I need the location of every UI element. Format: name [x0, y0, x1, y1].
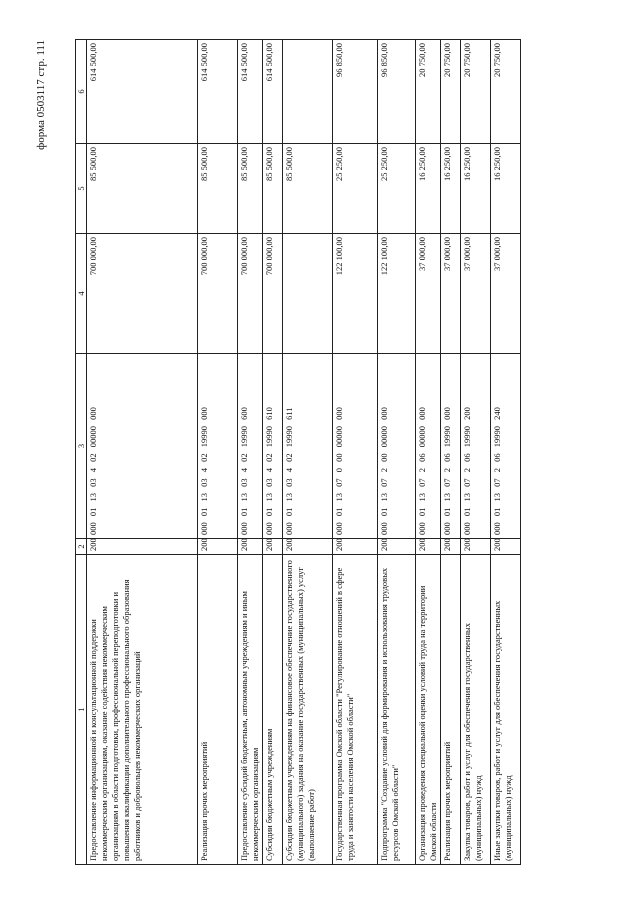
row-executed-amount: 16 250,00	[460, 144, 490, 234]
row-budget-code: 000 01 13 03 4 02 00000 000	[87, 354, 198, 539]
row-unexecuted-amount: 20 750,00	[490, 40, 520, 144]
row-unexecuted-amount: 96 850,00	[378, 40, 416, 144]
row-name: Иные закупки товаров, работ и услуг для обеспечения государственных (муниципальных) нужд	[490, 555, 520, 865]
row-line-code: 200	[416, 539, 441, 555]
row-unexecuted-amount: 614 500,00	[198, 40, 238, 144]
row-executed-amount: 85 500,00	[283, 144, 333, 234]
table-row	[238, 40, 263, 865]
header-cell-6: 6	[76, 40, 87, 144]
row-unexecuted-amount: 20 750,00	[416, 40, 441, 144]
row-name: Предоставление субсидий бюджетным, автономным учреждениям и иным некоммерческим организациям	[238, 555, 263, 865]
row-budget-code: 000 01 13 03 4 02 19990 000	[198, 354, 238, 539]
table-row	[440, 40, 460, 865]
row-budget-code: 000 01 13 07 2 06 00000 000	[416, 354, 441, 539]
table-body	[76, 40, 521, 865]
row-budget-code: 000 01 13 07 2 06 19990 240	[490, 354, 520, 539]
row-approved-amount	[283, 234, 333, 354]
row-budget-code: 000 01 13 07 0 00 00000 000	[333, 354, 378, 539]
row-budget-code: 000 01 13 03 4 02 19990 610	[263, 354, 283, 539]
row-line-code: 200	[283, 539, 333, 555]
row-executed-amount: 85 500,00	[263, 144, 283, 234]
row-name: Организация проведения специальной оценки условий труда на территории Омской области	[416, 555, 441, 865]
row-line-code: 200	[87, 539, 198, 555]
row-line-code: 200	[490, 539, 520, 555]
row-name: Государственная программа Омской области "Регулирование отношений в сфере труда и занятости населения Омской области"	[333, 555, 378, 865]
row-line-code: 200	[460, 539, 490, 555]
row-approved-amount: 37 000,00	[440, 234, 460, 354]
row-approved-amount: 700 000,00	[87, 234, 198, 354]
row-executed-amount: 25 250,00	[333, 144, 378, 234]
row-budget-code: 000 01 13 07 2 06 19990 000	[440, 354, 460, 539]
row-approved-amount: 122 100,00	[378, 234, 416, 354]
row-approved-amount: 37 000,00	[490, 234, 520, 354]
header-cell-3: 3	[76, 354, 87, 539]
row-line-code: 200	[378, 539, 416, 555]
row-name: Реализация прочих мероприятий	[198, 555, 238, 865]
form-label: форма 0503117 стр. 111	[35, 40, 47, 150]
table-row	[263, 40, 283, 865]
table-row	[283, 40, 333, 865]
row-approved-amount: 700 000,00	[263, 234, 283, 354]
row-unexecuted-amount: 96 850,00	[333, 40, 378, 144]
row-unexecuted-amount: 614 500,00	[263, 40, 283, 144]
row-unexecuted-amount	[283, 40, 333, 144]
row-name: Субсидии бюджетным учреждениям на финансовое обеспечение государственного (муниципального) задания на оказание государственных (муниципальных) услуг (выполнение работ)	[283, 555, 333, 865]
table-row	[416, 40, 441, 865]
header-cell-4: 4	[76, 234, 87, 354]
row-budget-code: 000 01 13 07 2 06 19990 200	[460, 354, 490, 539]
row-approved-amount: 37 000,00	[460, 234, 490, 354]
row-executed-amount: 16 250,00	[440, 144, 460, 234]
table-row	[333, 40, 378, 865]
row-unexecuted-amount: 20 750,00	[440, 40, 460, 144]
row-approved-amount: 700 000,00	[238, 234, 263, 354]
expenditure-table	[75, 39, 521, 865]
header-row	[76, 40, 87, 865]
row-budget-code: 000 01 13 03 4 02 19990 611	[283, 354, 333, 539]
row-line-code: 200	[198, 539, 238, 555]
header-cell-2: 2	[76, 539, 87, 555]
row-line-code: 200	[263, 539, 283, 555]
row-executed-amount: 25 250,00	[378, 144, 416, 234]
row-name: Подпрограмма "Создание условий для формирования и использования трудовых ресурсов Омской области"	[378, 555, 416, 865]
row-approved-amount: 700 000,00	[198, 234, 238, 354]
row-executed-amount: 16 250,00	[490, 144, 520, 234]
row-line-code: 200	[333, 539, 378, 555]
row-name: Предоставление информационной и консультационной поддержки некоммерческим организациям, оказание содействия некоммерческим организациям в области подготовки, профессиональной переподготовки и повышения квалификации дополнительного профессионального образования работников и добровольцев некоммерческих организаций	[87, 555, 198, 865]
table-row	[87, 40, 198, 865]
row-executed-amount: 85 500,00	[238, 144, 263, 234]
row-name: Субсидии бюджетным учреждениям	[263, 555, 283, 865]
table-row	[378, 40, 416, 865]
row-unexecuted-amount: 614 500,00	[87, 40, 198, 144]
row-name: Закупка товаров, работ и услуг для обеспечения государственных (муниципальных) нужд	[460, 555, 490, 865]
table-row	[460, 40, 490, 865]
row-line-code: 200	[238, 539, 263, 555]
row-unexecuted-amount: 20 750,00	[460, 40, 490, 144]
row-approved-amount: 37 000,00	[416, 234, 441, 354]
row-unexecuted-amount: 614 500,00	[238, 40, 263, 144]
header-cell-5: 5	[76, 144, 87, 234]
row-budget-code: 000 01 13 07 2 00 00000 000	[378, 354, 416, 539]
table-row	[490, 40, 520, 865]
row-executed-amount: 16 250,00	[416, 144, 441, 234]
header-cell-1: 1	[76, 555, 87, 865]
table-row	[198, 40, 238, 865]
row-name: Реализация прочих мероприятий	[440, 555, 460, 865]
row-executed-amount: 85 500,00	[198, 144, 238, 234]
rotated-content	[35, 40, 615, 865]
row-approved-amount: 122 100,00	[333, 234, 378, 354]
row-executed-amount: 85 500,00	[87, 144, 198, 234]
row-budget-code: 000 01 13 03 4 02 19990 600	[238, 354, 263, 539]
row-line-code: 200	[440, 539, 460, 555]
